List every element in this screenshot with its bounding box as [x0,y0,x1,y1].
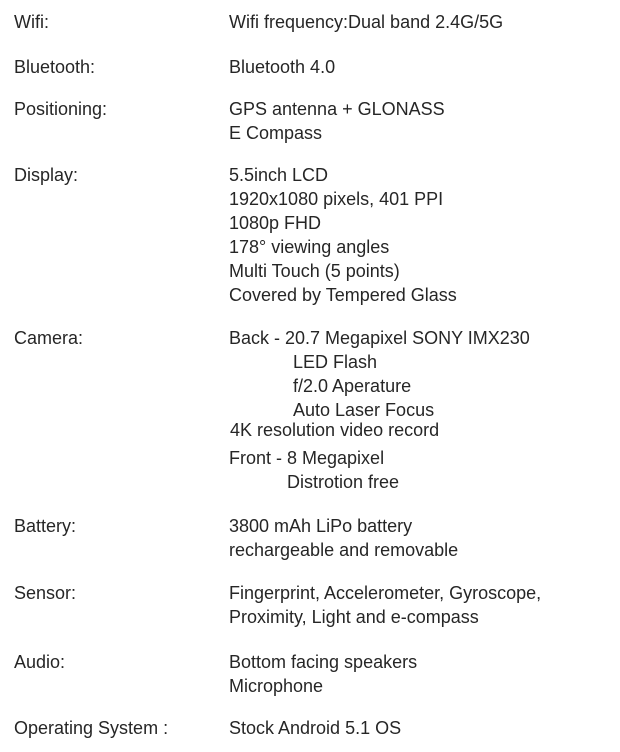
spec-value-line: Fingerprint, Accelerometer, Gyroscope, [229,583,542,603]
spec-label-operating-system: Operating System : [14,718,169,738]
spec-value-operating-system [229,716,401,740]
spec-value-camera-front [229,446,399,494]
spec-label-positioning: Positioning: [14,99,108,119]
spec-label-sensor: Sensor: [14,583,77,603]
spec-value-line: Bottom facing speakers [229,652,418,672]
spec-value-line: Multi Touch (5 points) [229,261,400,281]
spec-value-line: 1920x1080 pixels, 401 PPI [229,189,444,209]
spec-value-line: LED Flash [293,352,378,372]
spec-value-line: Proximity, Light and e-compass [229,607,479,627]
spec-value-line: Bluetooth 4.0 [229,57,336,77]
spec-value-camera-back [229,326,530,442]
spec-label-battery: Battery: [14,516,77,536]
spec-value-battery [229,514,458,562]
spec-value-display [229,163,457,307]
spec-value-line: Stock Android 5.1 OS [229,718,402,738]
spec-label-wifi: Wifi: [14,12,49,32]
spec-value-line: Microphone [229,676,324,696]
spec-value-line: rechargeable and removable [229,540,459,560]
spec-value-line: Auto Laser Focus [293,400,435,420]
spec-value-wifi [229,10,503,34]
spec-value-line: Front - 8 Megapixel [229,448,385,468]
spec-value-line: Back - 20.7 Megapixel SONY IMX230 [229,328,530,348]
spec-value-line: 5.5inch LCD [229,165,329,185]
spec-value-line: f/2.0 Aperature [293,376,412,396]
spec-value-line: GPS antenna + GLONASS [229,99,445,119]
spec-label-audio: Audio: [14,652,66,672]
spec-label-display: Display: [14,165,79,185]
spec-value-audio [229,650,417,698]
spec-value-positioning [229,97,445,145]
spec-value-line: E Compass [229,123,323,143]
spec-value-line: 1080p FHD [229,213,322,233]
spec-value-line: 178° viewing angles [229,237,390,257]
spec-value-line: Covered by Tempered Glass [229,285,457,305]
spec-value-line: 3800 mAh LiPo battery [229,516,413,536]
spec-label-camera: Camera: [14,328,84,348]
spec-value-sensor [229,581,541,629]
spec-value-line: 4K resolution video record [230,420,440,440]
spec-value-bluetooth [229,55,335,79]
spec-label-bluetooth: Bluetooth: [14,57,96,77]
spec-value-line: Distrotion free [287,472,400,492]
spec-value-line: Wifi frequency:Dual band 2.4G/5G [229,12,504,32]
